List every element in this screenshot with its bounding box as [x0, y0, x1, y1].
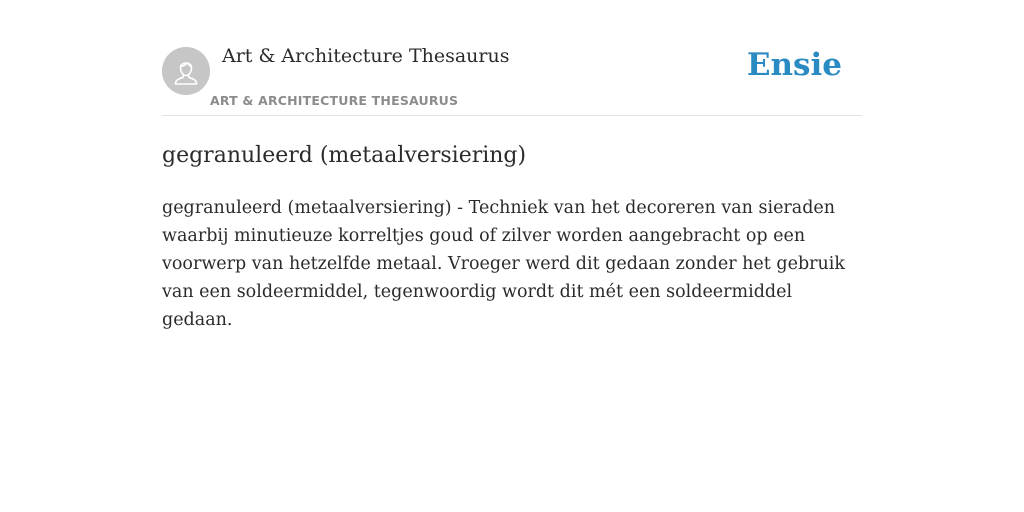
source-label[interactable]: ART & ARCHITECTURE THESAURUS — [210, 93, 459, 108]
avatar[interactable] — [162, 47, 210, 95]
author-name[interactable]: Art & Architecture Thesaurus — [222, 45, 510, 67]
ensie-logo[interactable]: Ensie — [746, 47, 842, 83]
entry-definition: gegranuleerd (metaalversiering) - Techniek van het decoreren van sieraden waarbij minutieuze korreltjes goud of zilver worden aangebracht op een voorwerp van hetzelfde metaal. Vroeger werd dit gedaan zonder het gebruik van een soldeermiddel, tegenwoordig wordt dit mét een soldeermiddel gedaan. — [162, 198, 845, 330]
entry-header — [162, 0, 862, 116]
content-container — [162, 0, 862, 334]
entry-title: gegranuleerd (metaalversiering) — [162, 143, 527, 168]
user-placeholder-icon — [162, 47, 210, 95]
